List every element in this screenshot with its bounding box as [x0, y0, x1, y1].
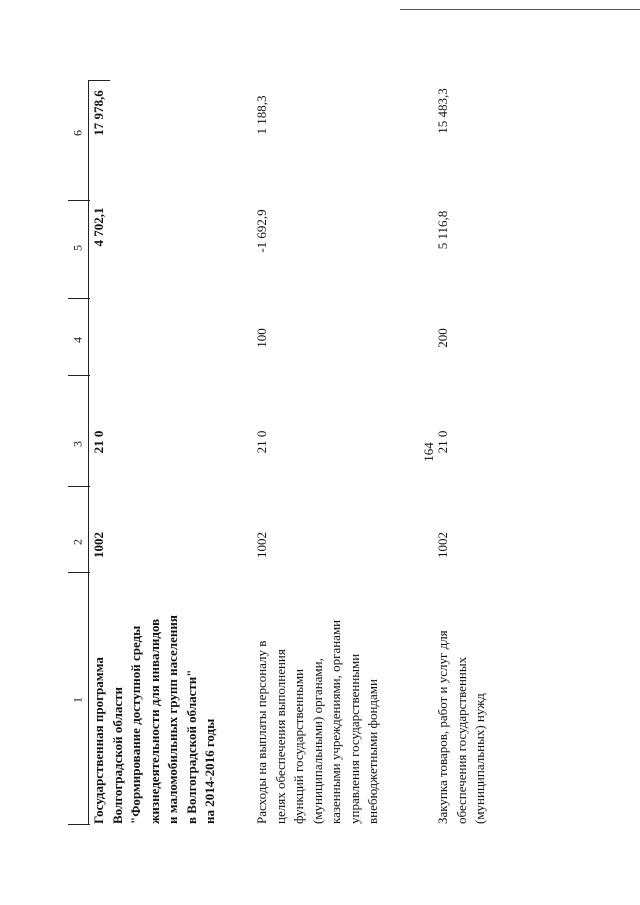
row-3-name: Закупка товаров, работ и услуг для обеспечения государственных (муниципальных) нужд: [435, 630, 487, 824]
row-2-type: 100: [254, 328, 269, 348]
column-divider-4-5: [68, 298, 90, 299]
top-rule: [400, 9, 640, 10]
row-1-code: 1002: [91, 532, 106, 558]
column-header-2: 2: [70, 539, 85, 545]
page-number: 164: [421, 442, 436, 462]
row-3-code: 1002: [435, 532, 450, 558]
column-divider-5-6: [68, 200, 90, 201]
row-3-change: 5 116,8: [435, 210, 450, 250]
row-3-type: 200: [435, 328, 450, 348]
table-rule-left: [88, 80, 89, 825]
row-2-section: 21 0: [254, 430, 269, 454]
column-divider-3-4: [68, 375, 90, 376]
column-header-6: 6: [70, 130, 85, 136]
row-2-name: Расходы на выплаты персоналу в целях обеспечения выполнения функций государственными (муниципальными) органами, казенными учреждениями, органами управления государственными внебюджетными фондами: [254, 619, 380, 824]
row-2-change: -1 692,9: [254, 209, 269, 253]
column-header-4: 4: [70, 337, 85, 343]
column-divider-1-2: [68, 572, 90, 573]
row-1-total: 17 978,6: [91, 90, 106, 136]
column-header-1: 1: [70, 697, 85, 703]
row-2-total: 1 188,3: [254, 95, 269, 135]
row-3-section: 21 0: [435, 430, 450, 454]
row-2-code: 1002: [254, 532, 269, 558]
table-rule-header-bottom: [68, 824, 90, 825]
column-divider-2-3: [68, 486, 90, 487]
column-header-3: 3: [70, 441, 85, 447]
table-rule-header: [88, 80, 110, 81]
row-3-total: 15 483,3: [435, 88, 450, 134]
row-1-name: Государственная программа Волгоградской области "Формирование доступной среды жизнедеятельности для инвалидов и маломобильных групп населения в Волгоградской области" на 2014-2016 годы: [91, 615, 217, 824]
column-header-5: 5: [70, 245, 85, 251]
row-1-section: 21 0: [91, 430, 106, 454]
row-1-change: 4 702,1: [91, 207, 106, 247]
